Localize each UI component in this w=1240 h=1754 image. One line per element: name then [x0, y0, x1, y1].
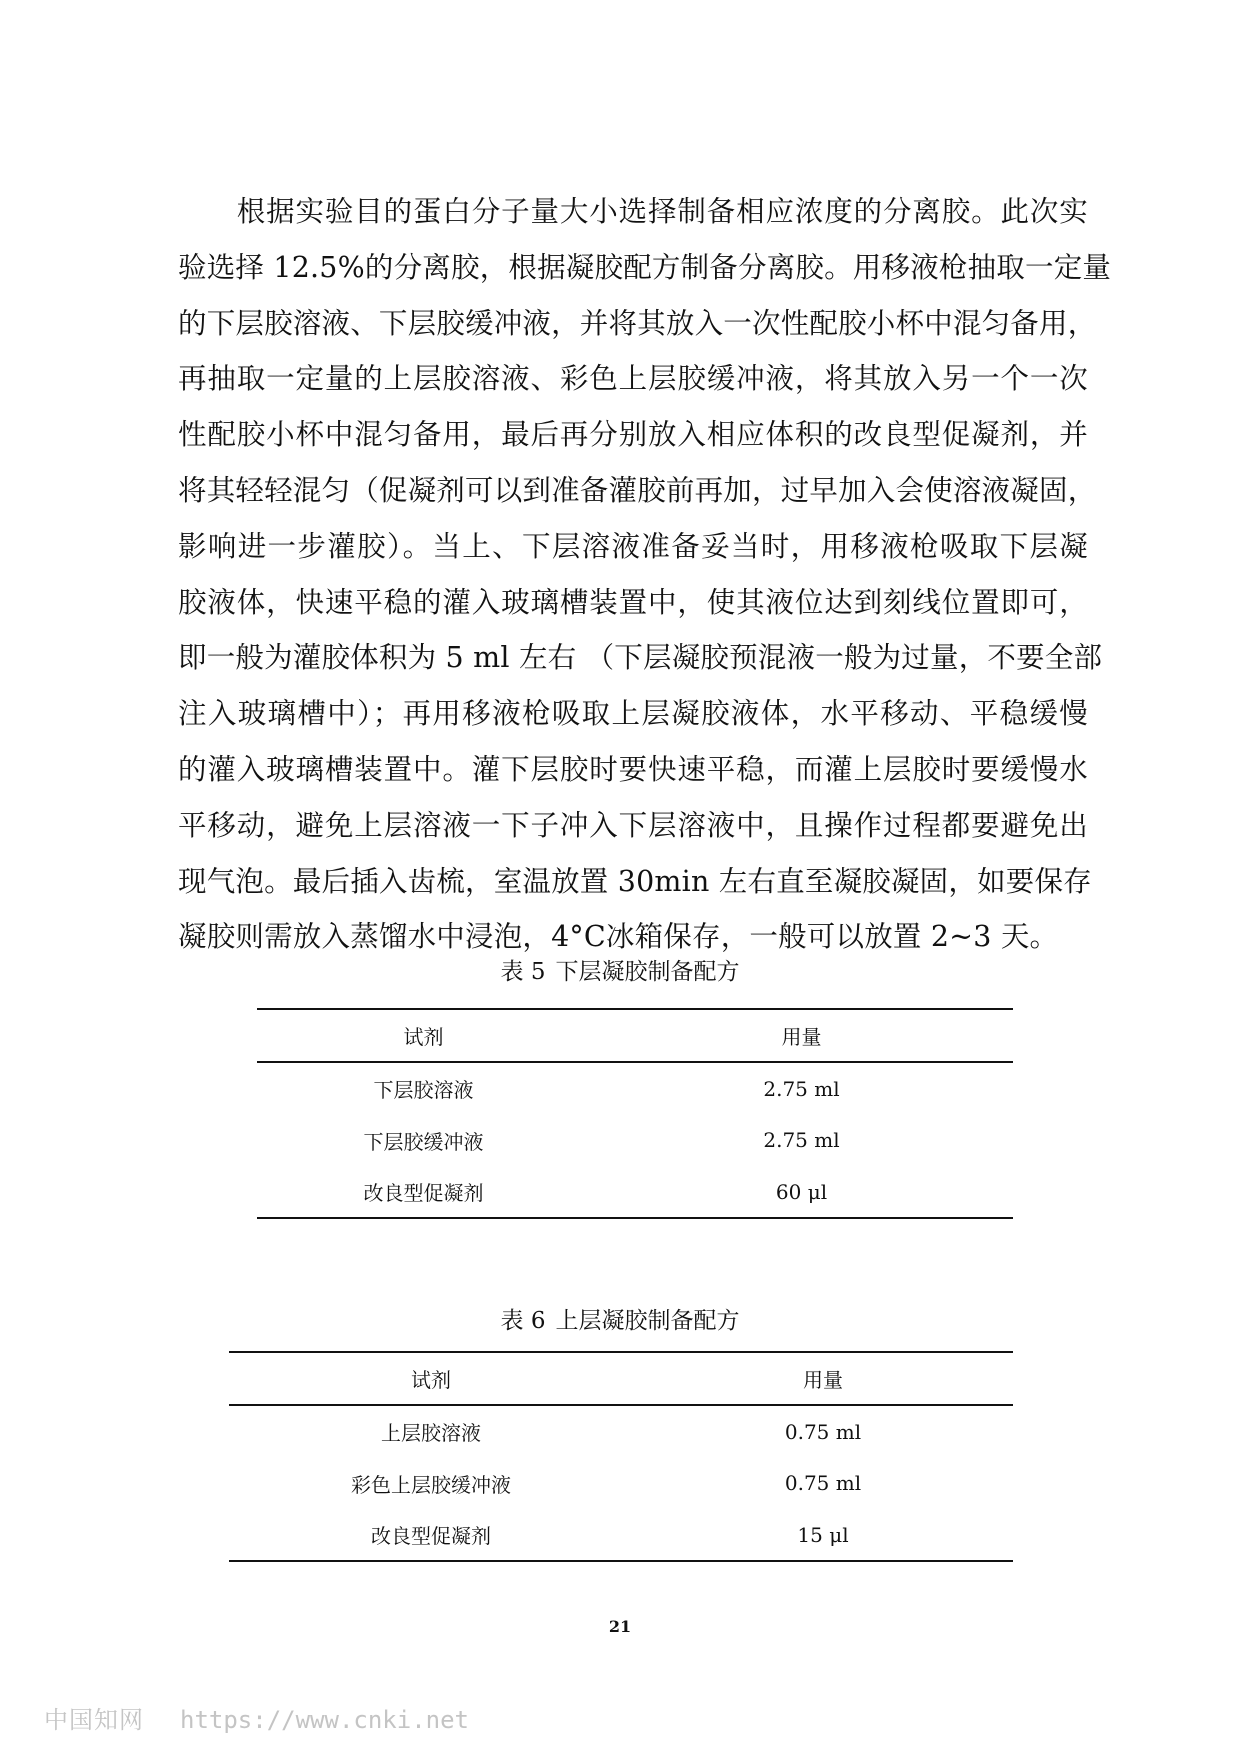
reagent-cell: 改良型促凝剂 — [257, 1166, 590, 1218]
table-5-caption — [0, 953, 1240, 986]
reagent-cell: 彩色上层胶缓冲液 — [351, 1472, 511, 1497]
cnki-watermark — [44, 1700, 469, 1735]
amount-cell: 2.75 ml — [763, 1076, 840, 1101]
table-row — [257, 1114, 1013, 1166]
table-5-caption-title: 下层凝胶制备配方 — [555, 959, 740, 985]
paragraph-line: 影响进一步灌胶）。当上、下层溶液准备妥当时，用移液枪吸取下层凝 — [178, 529, 1088, 563]
table-row — [229, 1457, 1013, 1509]
table-6 — [229, 1351, 1013, 1562]
reagent-cell: 上层胶溶液 — [381, 1421, 481, 1445]
paragraph-line: 将其轻轻混匀（促凝剂可以到准备灌胶前再加，过早加入会使溶液凝固， — [178, 473, 1097, 507]
header-amount: 用量 — [590, 1009, 1013, 1062]
amount-cell: 2.75 ml — [763, 1128, 840, 1152]
page-number: 21 — [608, 1617, 632, 1636]
amount-cell: 15 μl — [633, 1509, 1013, 1561]
paragraph-line: 的下层胶溶液、下层胶缓冲液，并将其放入一次性配胶小杯中混匀备用， — [178, 306, 1097, 340]
paragraph-line: 注入玻璃槽中）；再用移液枪吸取上层凝胶液体，水平移动、平稳缓慢 — [178, 697, 1088, 731]
paragraph-line: 再抽取一定量的上层胶溶液、彩色上层胶缓冲液，将其放入另一个一次 — [178, 362, 1088, 396]
amount-cell: 0.75 ml — [784, 1419, 862, 1444]
table-6-caption — [0, 1302, 1240, 1335]
reagent-cell: 下层胶溶液 — [373, 1078, 474, 1102]
amount-cell: 0.75 ml — [784, 1471, 862, 1495]
amount-cell: 60 μl — [590, 1166, 1013, 1218]
paragraph-line: 性配胶小杯中混匀备用，最后再分别放入相应体积的改良型促凝剂，并 — [178, 418, 1088, 452]
table-row — [229, 1405, 1013, 1457]
reagent-cell: 改良型促凝剂 — [229, 1509, 633, 1561]
table-row — [257, 1062, 1013, 1114]
table-row — [257, 1166, 1013, 1218]
header-amount: 用量 — [633, 1352, 1013, 1405]
paragraph-line: 凝胶则需放入蒸馏水中浸泡，4°C冰箱保存，一般可以放置 2~3 天。 — [178, 920, 1059, 954]
paragraph-line: 现气泡。最后插入齿梳，室温放置 30min 左右直至凝胶凝固，如要保存 — [178, 864, 1092, 898]
header-reagent: 试剂 — [229, 1352, 633, 1405]
table-6-caption-number: 表 6 — [500, 1308, 546, 1334]
table-header-row — [257, 1009, 1013, 1062]
table-6-caption-title: 上层凝胶制备配方 — [555, 1308, 740, 1334]
header-reagent: 试剂 — [257, 1009, 590, 1062]
table-header-row — [229, 1352, 1013, 1405]
paragraph-line: 胶液体，快速平稳的灌入玻璃槽装置中，使其液位达到刻线位置即可， — [178, 585, 1088, 619]
paragraph-line: 即一般为灌胶体积为 5 ml 左右 （下层凝胶预混液一般为过量，不要全部 — [178, 641, 1103, 675]
watermark-url: https://www.cnki.net — [180, 1706, 469, 1734]
paragraph-line: 平移动，避免上层溶液一下子冲入下层溶液中，且操作过程都要避免出 — [178, 808, 1088, 842]
reagent-cell: 下层胶缓冲液 — [363, 1129, 484, 1154]
paragraph-line: 根据实验目的蛋白分子量大小选择制备相应浓度的分离胶。此次实 — [178, 195, 1088, 228]
body-paragraph — [178, 184, 1112, 965]
table-row — [229, 1509, 1013, 1561]
paragraph-line: 验选择 12.5%的分离胶，根据凝胶配方制备分离胶。用移液枪抽取一定量 — [178, 250, 1112, 284]
watermark-name: 中国知网 — [44, 1706, 144, 1734]
table-5-caption-number: 表 5 — [500, 959, 546, 985]
table-5 — [257, 1008, 1013, 1219]
paragraph-line: 的灌入玻璃槽装置中。灌下层胶时要快速平稳，而灌上层胶时要缓慢水 — [178, 752, 1088, 786]
